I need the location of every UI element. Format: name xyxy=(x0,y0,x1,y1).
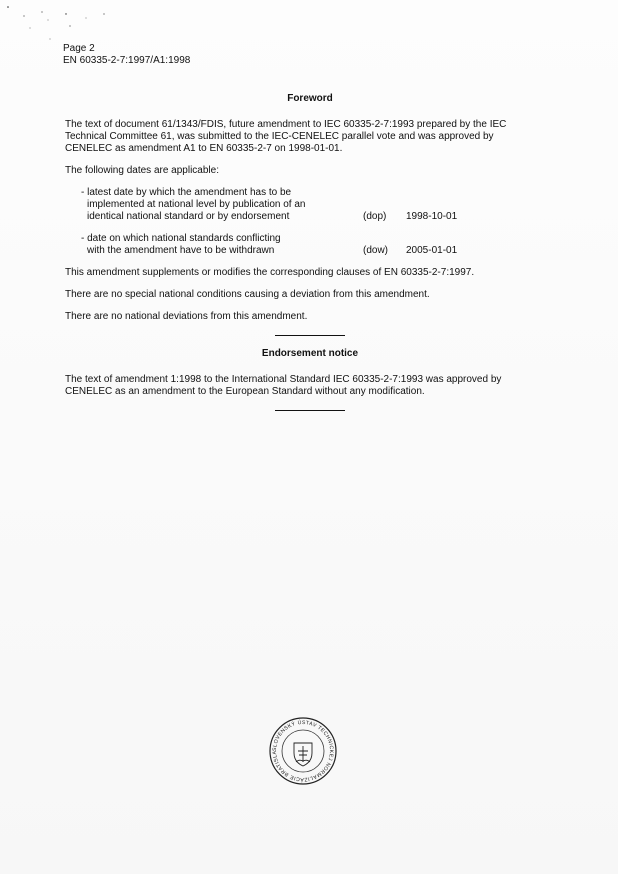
national-deviations-paragraph: There are no national deviations from this amendment. xyxy=(65,311,308,322)
date-item-line: - latest date by which the amendment has to be xyxy=(81,187,292,198)
supplement-paragraph: This amendment supplements or modifies the corresponding clauses of EN 60335-2-7:1997. xyxy=(65,267,475,278)
foreword-heading: Foreword xyxy=(287,93,333,104)
endorsement-text: The text of amendment 1:1998 to the International Standard IEC 60335-2-7:1993 was approved by CENELEC as an amendment to the European Standard without any modification. xyxy=(65,374,502,397)
section-divider xyxy=(275,335,345,336)
foreword-intro: The text of document 61/1343/FDIS, future amendment to IEC 60335-2-7:1993 prepared by the IEC Technical Committee 61, was submitted to the IEC-CENELEC parallel vote and was approved by CENELEC as amendment A1 to EN 60335-2-7 on 1998-01-01. xyxy=(65,119,507,154)
dates-intro: The following dates are applicable: xyxy=(65,165,219,176)
page-number: Page 2 xyxy=(63,43,95,54)
date-abbr: (dop) xyxy=(363,211,387,222)
special-conditions-paragraph: There are no special national conditions causing a deviation from this amendment. xyxy=(65,289,430,300)
date-item-line: identical national standard or by endorsement xyxy=(87,211,290,222)
date-item-line: with the amendment have to be withdrawn xyxy=(87,245,275,256)
date-abbr: (dow) xyxy=(363,245,389,256)
section-divider xyxy=(275,410,345,411)
date-item-line: - date on which national standards conflicting xyxy=(81,233,281,244)
date-item-dop xyxy=(81,187,535,223)
date-item-line: implemented at national level by publication of an xyxy=(87,199,306,210)
page-header xyxy=(63,43,190,67)
document-body xyxy=(65,93,535,423)
date-item-dow xyxy=(81,233,535,257)
date-value: 1998-10-01 xyxy=(406,211,458,222)
date-item-text xyxy=(81,187,346,223)
dates-list xyxy=(81,187,535,257)
date-item-text xyxy=(81,233,346,257)
scan-specks xyxy=(4,4,114,44)
date-value: 2005-01-01 xyxy=(406,245,458,256)
endorsement-heading: Endorsement notice xyxy=(261,348,359,359)
official-seal-stamp xyxy=(268,716,338,786)
document-id: EN 60335-2-7:1997/A1:1998 xyxy=(63,55,191,66)
seal-ring-text: SLOVENSKÝ ÚSTAV TECHNICKEJ NORMALIZÁCIE BRATISLA xyxy=(271,719,335,783)
